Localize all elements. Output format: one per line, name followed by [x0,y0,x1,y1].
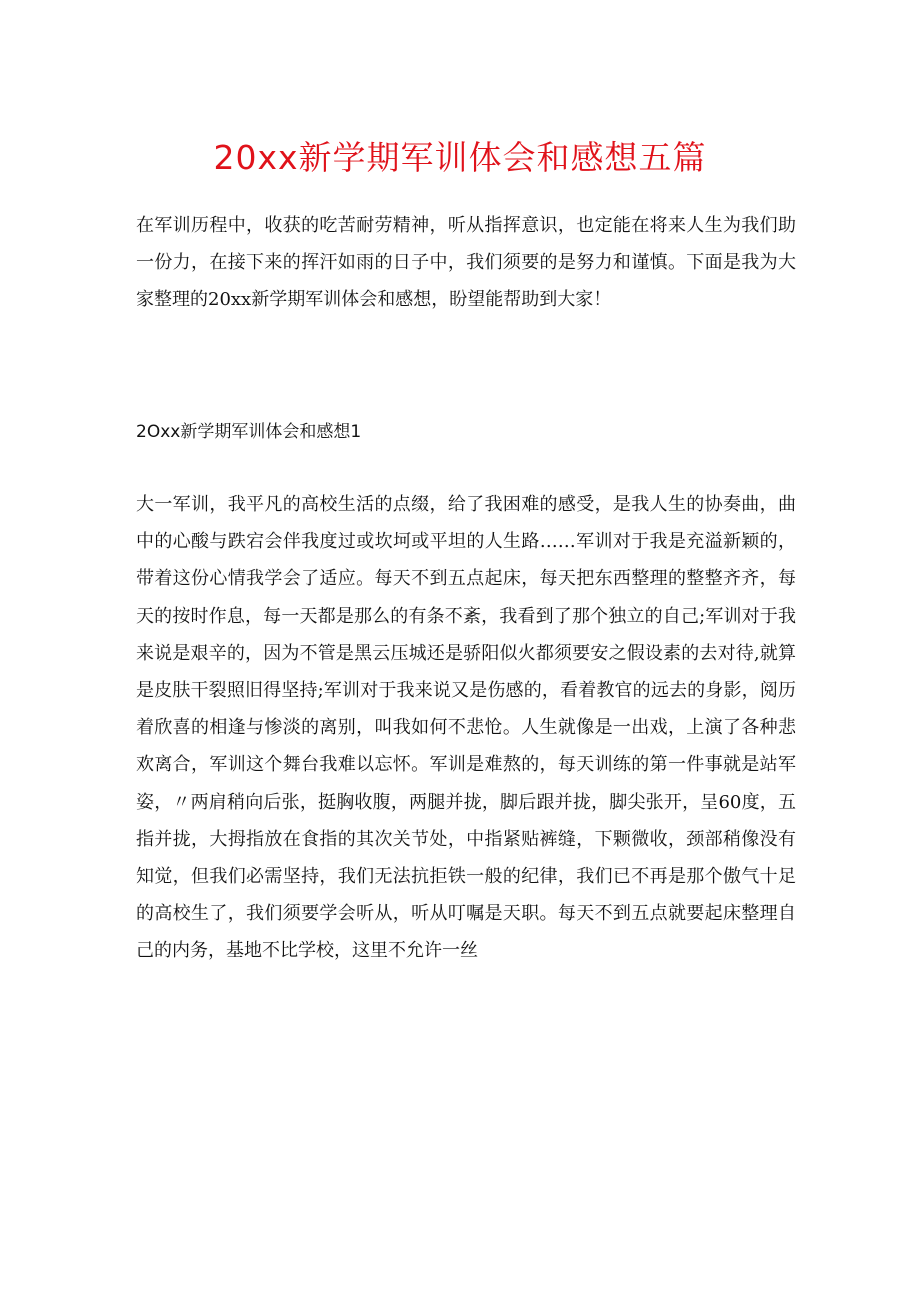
section-heading: 2Oxx新学期军训体会和感想1 [136,422,362,442]
document-title: 20xx新学期军训体会和感想五篇 [213,138,707,177]
section-body-paragraph: 大一军训，我平凡的高校生活的点缀，给了我困难的感受，是我人生的协奏曲，曲中的心酸与跌宕会伴我度过或坎坷或平坦的人生路……军训对于我是充溢新颖的，带着这份心情我学会了适应。每天不到五点起床，每天把东西整理的整整齐齐，每天的按时作息，每一天都是那么的有条不紊，我看到了那个独立的自己;军训对于我来说是艰辛的，因为不管是黑云压城还是骄阳似火都须要安之假设素的去对待,就算是皮肤干裂照旧得坚持;军训对于我来说又是伤感的，看着教官的远去的身影，阅历着欣喜的相逢与惨淡的离别，叫我如何不悲怆。人生就像是一出戏，上演了各种悲欢离合，军训这个舞台我难以忘怀。军训是难熬的，每天训练的第一件事就是站军姿，〃两肩稍向后张，挺胸收腹，两腿并拢，脚后跟并拢，脚尖张开，呈60度，五指并拢，大拇指放在食指的其次关节处，中指紧贴裤缝，下颗微收，颈部稍像没有知觉，但我们必需坚持，我们无法抗拒铁一般的纪律，我们已不再是那个傲气十足的高校生了，我们须要学会听从，听从叮嘱是天职。每天不到五点就要起床整理自己的内务，基地不比学校，这里不允许一丝 [136,494,796,962]
intro-paragraph: 在军训历程中，收获的吃苦耐劳精神，听从指挥意识，也定能在将来人生为我们助一份力，在接下来的挥汗如雨的日子中，我们须要的是努力和谨慎。下面是我为大家整理的20xx新学期军训体会和感想，盼望能帮助到大家！ [136,215,796,311]
